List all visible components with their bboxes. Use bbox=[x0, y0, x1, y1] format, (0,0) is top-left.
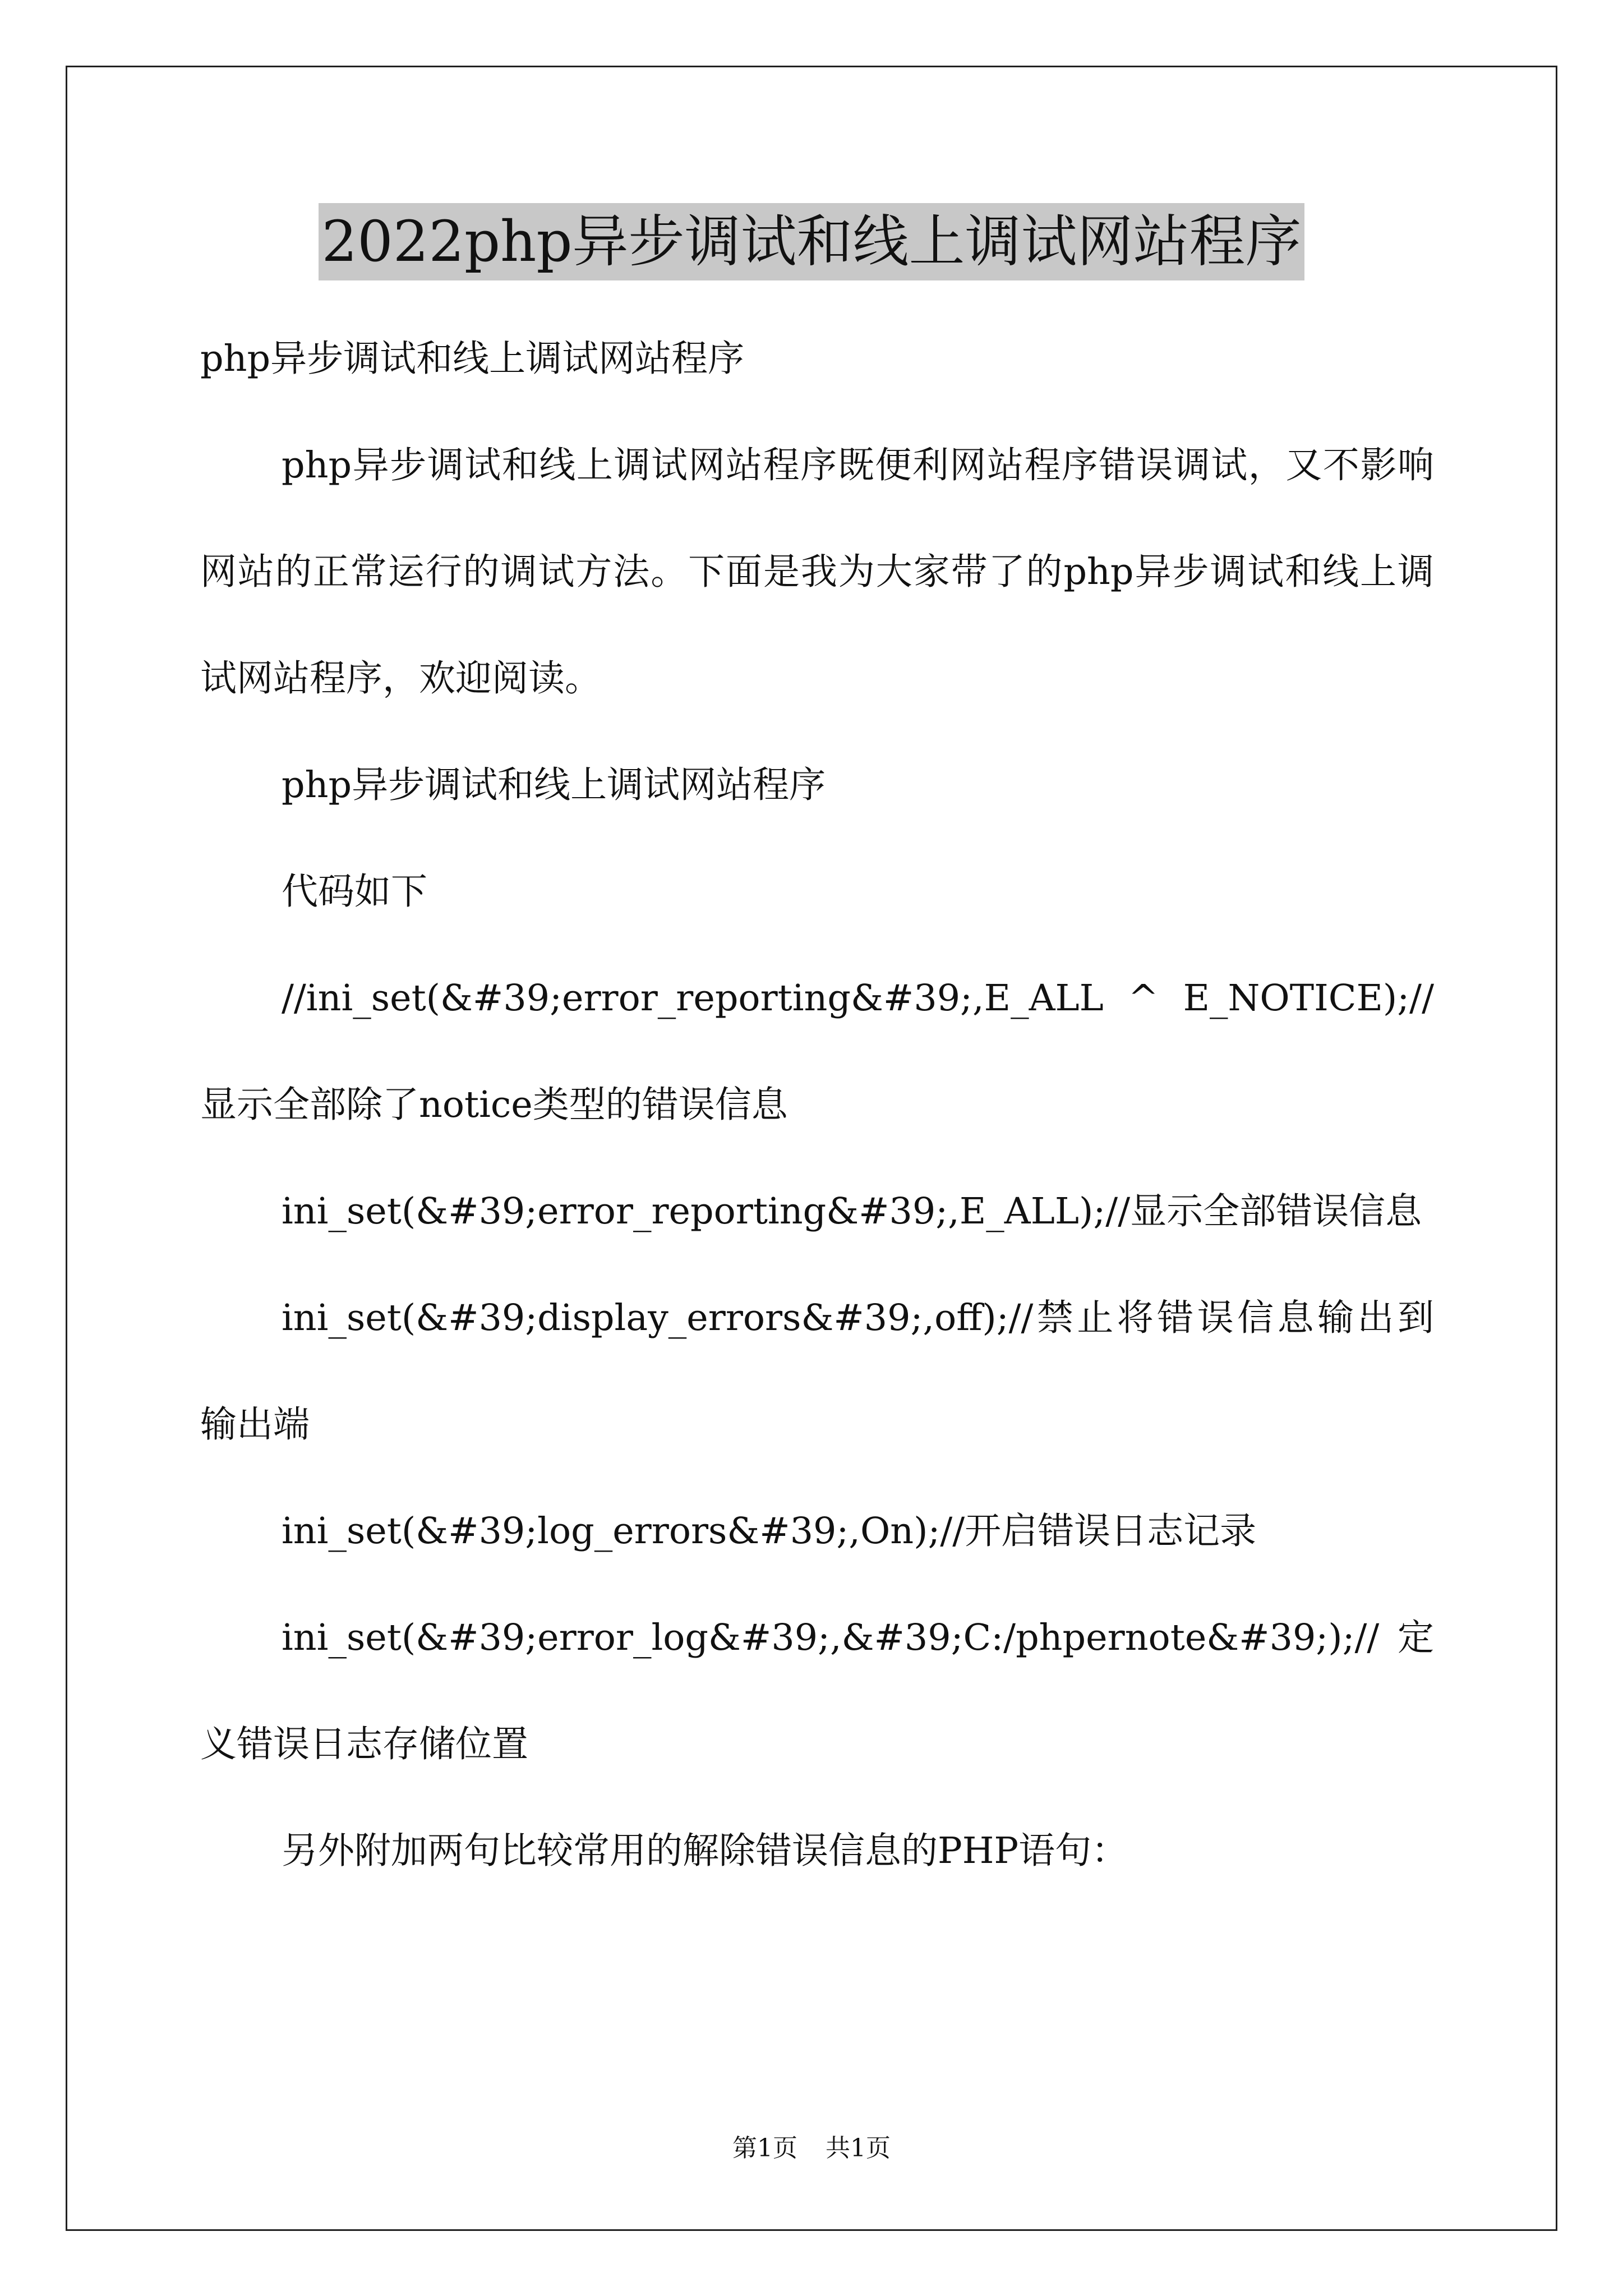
paragraph-subtitle: php异步调试和线上调试网站程序 bbox=[200, 338, 745, 380]
page-number-total: 共1页 bbox=[826, 2134, 891, 2162]
page-footer bbox=[0, 2132, 1623, 2165]
paragraph-code-line: //ini_set(&#39;error_reporting&#39;,E_ALL ^ E_NOTICE);//显示全部除了notice类型的错误信息 bbox=[200, 977, 1434, 1126]
paragraph-intro: php异步调试和线上调试网站程序既便利网站程序错误调试，又不影响网站的正常运行的调试方法。下面是我为大家带了的php异步调试和线上调试网站程序，欢迎阅读。 bbox=[200, 444, 1434, 700]
paragraph-code-line: ini_set(&#39;error_log&#39;,&#39;C:/phpernote&#39;);//定义错误日志存储位置 bbox=[200, 1617, 1434, 1765]
paragraph-code-line: ini_set(&#39;error_reporting&#39;,E_ALL);//显示全部错误信息 bbox=[282, 1190, 1422, 1232]
title-container bbox=[0, 203, 1623, 280]
paragraph-heading: php异步调试和线上调试网站程序 bbox=[282, 764, 826, 806]
paragraph-code-line: ini_set(&#39;display_errors&#39;,off);//禁止将错误信息输出到输出端 bbox=[200, 1297, 1434, 1446]
page-number-current: 第1页 bbox=[732, 2134, 797, 2162]
paragraph-code-label: 代码如下 bbox=[282, 871, 428, 913]
document-title: 2022php异步调试和线上调试网站程序 bbox=[319, 203, 1305, 280]
document-body bbox=[200, 306, 1434, 1904]
paragraph-code-line: ini_set(&#39;log_errors&#39;,On);//开启错误日志记录 bbox=[282, 1510, 1257, 1552]
paragraph-closing: 另外附加两句比较常用的解除错误信息的PHP语句： bbox=[282, 1830, 1128, 1872]
